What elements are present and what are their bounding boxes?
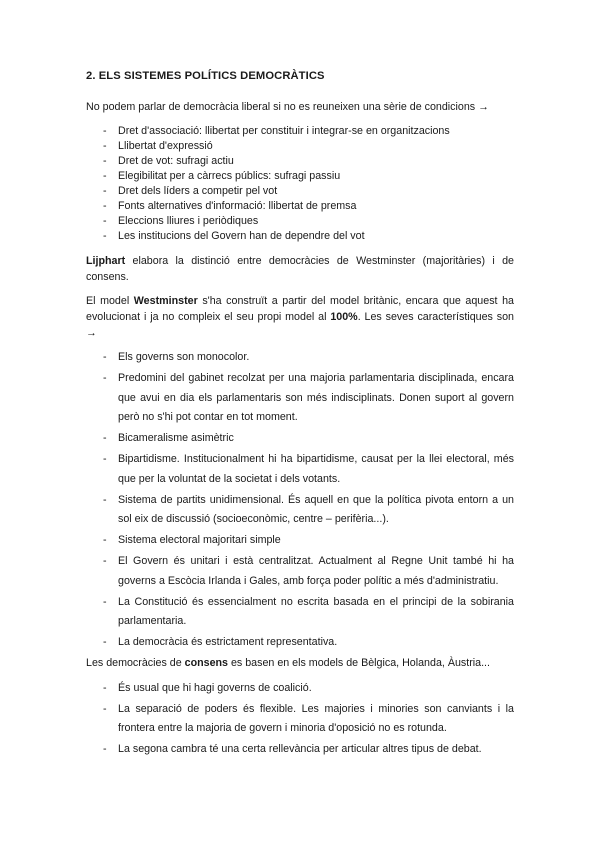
list-item-text: Elegibilitat per a càrrecs públics: sufragi passiu xyxy=(118,170,341,182)
list-item xyxy=(86,552,514,591)
bullet-dash: - xyxy=(103,372,107,384)
consens-intro-paragraph xyxy=(86,655,514,671)
list-item xyxy=(86,740,514,760)
bullet-dash: - xyxy=(103,681,107,694)
list-item xyxy=(86,679,514,699)
westminster-intro-mid: s'ha construït a partir del model britànic, encara que aquest ha evolucionat i ja no compleix el seu propi model al xyxy=(86,295,514,323)
list-item xyxy=(86,348,514,368)
westminster-intro-post: . Les seves característiques son → xyxy=(86,311,514,339)
list-item-text: Bicameralisme asimètric xyxy=(118,432,234,444)
bullet-dash: - xyxy=(103,185,107,197)
list-item-text: És usual que hi hagi governs de coalició. xyxy=(118,681,312,694)
bullet-dash: - xyxy=(103,453,107,465)
list-item-text: Els governs son monocolor. xyxy=(118,351,250,363)
bullet-dash: - xyxy=(103,534,107,546)
list-item xyxy=(86,450,514,489)
westminster-name: Westminster xyxy=(133,295,198,307)
list-item-text: Dret dels líders a competir pel vot xyxy=(118,185,278,197)
document-content xyxy=(86,70,514,761)
bullet-dash: - xyxy=(103,743,107,755)
list-item-text: Sistema de partits unidimensional. És aquell en que la política pivota entorn a un sol eix de discussió (socioeconòmic, centre – perifèria...). xyxy=(118,493,514,525)
consens-intro-pre: Les democràcies de xyxy=(86,656,185,669)
bullet-dash: - xyxy=(103,230,107,242)
list-item-text: Dret d'associació: llibertat per constituir i integrar-se en organitzacions xyxy=(118,125,450,137)
list-item-text: Bipartidisme. Institucionalment hi ha bipartidisme, causat per la llei electoral, més que per la voluntat de la societat i dels votants. xyxy=(118,453,514,485)
bullet-dash: - xyxy=(103,140,107,152)
list-item xyxy=(86,184,514,199)
conditions-list xyxy=(86,124,514,244)
consens-name: consens xyxy=(184,656,228,669)
westminster-intro-paragraph xyxy=(86,293,514,341)
westminster-percent: 100% xyxy=(330,311,358,323)
bullet-dash: - xyxy=(103,215,107,227)
list-item xyxy=(86,700,514,739)
list-item xyxy=(86,531,514,551)
bullet-dash: - xyxy=(103,351,107,363)
list-item xyxy=(86,429,514,449)
list-item-text: Dret de vot: sufragi actiu xyxy=(118,155,234,167)
list-item-text: La democràcia és estrictament representativa. xyxy=(118,636,338,648)
bullet-dash: - xyxy=(103,555,107,567)
list-item-text: Predomini del gabinet recolzat per una majoria parlamentaria disciplinada, encara que avui en dia els parlamentaris son més indisciplinats. Donen suport al govern però no s'hi pot contar en tot moment. xyxy=(118,372,514,423)
westminster-features-list xyxy=(86,348,514,653)
list-item xyxy=(86,633,514,653)
list-item xyxy=(86,491,514,530)
lijphart-text: elabora la distinció entre democràcies de Westminster (majoritàries) i de consens. xyxy=(86,255,514,283)
list-item-text: Les institucions del Govern han de dependre del vot xyxy=(118,230,365,242)
bullet-dash: - xyxy=(103,595,107,608)
list-item xyxy=(86,124,514,139)
intro-paragraph: No podem parlar de democràcia liberal si no es reuneixen una sèrie de condicions → xyxy=(86,101,489,113)
list-item xyxy=(86,369,514,428)
bullet-dash: - xyxy=(103,493,107,506)
list-item xyxy=(86,139,514,154)
list-item-text: Llibertat d'expressió xyxy=(118,140,213,152)
list-item-text: La separació de poders és flexible. Les majories i minories son canviants i la frontera entre la majoria de govern i minoria d'oposició no es rotunda. xyxy=(118,702,514,734)
bullet-dash: - xyxy=(103,125,107,137)
list-item xyxy=(86,169,514,184)
consens-features-list xyxy=(86,679,514,760)
list-item-text: Fonts alternatives d'informació: llibertat de premsa xyxy=(118,200,357,212)
list-item xyxy=(86,593,514,632)
list-item-text: La segona cambra té una certa rellevància per articular altres tipus de debat. xyxy=(118,743,482,755)
section-heading: 2. ELS SISTEMES POLÍTICS DEMOCRÀTICS xyxy=(86,70,325,82)
consens-intro-post: es basen en els models de Bèlgica, Holanda, Àustria... xyxy=(228,656,490,669)
list-item xyxy=(86,214,514,229)
list-item xyxy=(86,154,514,169)
list-item-text: Eleccions lliures i periòdiques xyxy=(118,215,259,227)
bullet-dash: - xyxy=(103,636,107,648)
lijphart-paragraph xyxy=(86,253,514,285)
list-item-text: Sistema electoral majoritari simple xyxy=(118,534,281,546)
bullet-dash: - xyxy=(103,200,107,212)
list-item xyxy=(86,229,514,244)
list-item-text: El Govern és unitari i està centralitzat. Actualment al Regne Unit també hi ha governs a Escòcia Irlanda i Gales, amb força poder polític a més d'administratiu. xyxy=(118,555,514,587)
list-item-text: La Constitució és essencialment no escrita basada en el principi de la sobirania parlamentaria. xyxy=(118,595,514,627)
bullet-dash: - xyxy=(103,702,107,715)
bullet-dash: - xyxy=(103,155,107,167)
lijphart-name: Lijphart xyxy=(86,255,126,267)
list-item xyxy=(86,199,514,214)
bullet-dash: - xyxy=(103,432,107,444)
westminster-intro-pre: El model xyxy=(86,295,134,307)
bullet-dash: - xyxy=(103,170,107,182)
